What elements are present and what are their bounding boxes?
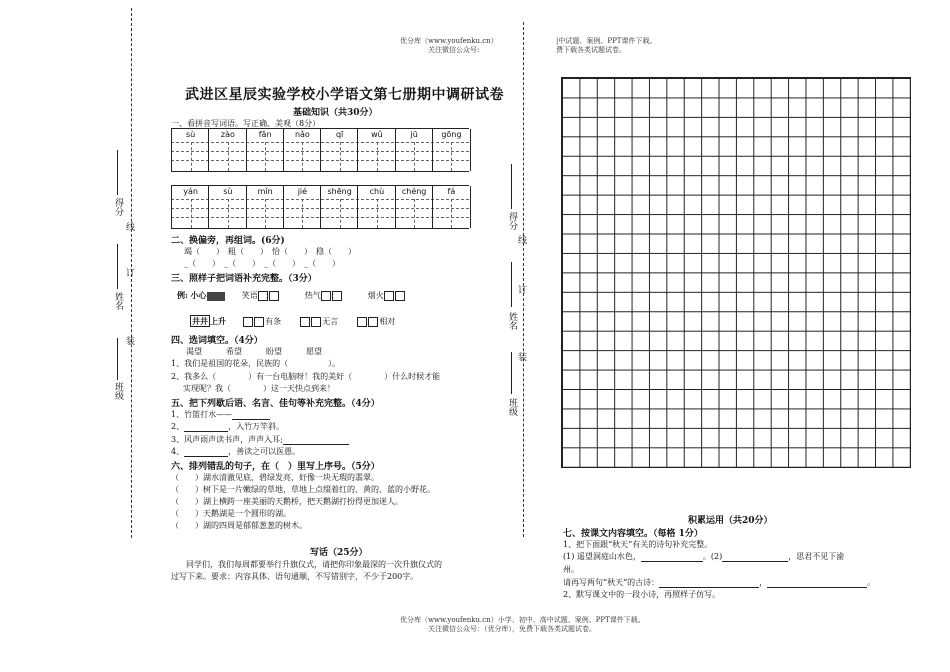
q3-example2-a: 井井 bbox=[192, 316, 208, 326]
q7-item-2: 2、默写课文中的一段小诗，再照样子仿写。 bbox=[563, 590, 721, 599]
line-mark: 线 bbox=[124, 222, 134, 231]
pinyin-cell-divider bbox=[377, 199, 378, 228]
pinyin-cell[interactable] bbox=[395, 186, 433, 228]
pinyin-cell-divider bbox=[302, 142, 303, 171]
q3-item4: 有条 bbox=[265, 317, 282, 326]
page-title: 武进区星辰实验学校小学语文第七册期中调研试卷 bbox=[185, 87, 504, 103]
q3-example2-b: 上升 bbox=[210, 316, 226, 326]
answer-box[interactable] bbox=[311, 317, 321, 327]
pinyin-cell[interactable] bbox=[246, 186, 284, 228]
q3-item1: 笑语 bbox=[241, 291, 258, 300]
class-label: 班级 bbox=[113, 382, 123, 400]
q7-extra-prompt: 请再写两句“秋天”的古诗： bbox=[563, 578, 660, 587]
header-right-1: |中试题、案例、PPT课件下载。 bbox=[556, 37, 657, 45]
pinyin-text: zào bbox=[220, 130, 235, 139]
q5-line-3 bbox=[171, 434, 349, 445]
pinyin-text: sù bbox=[186, 130, 196, 139]
answer-box[interactable] bbox=[254, 317, 264, 327]
q3-heading: 三、照样子把词语补充完整。（3分） bbox=[171, 274, 317, 284]
answer-box[interactable] bbox=[368, 317, 378, 327]
q5-text-1: 1、竹篮打水—— bbox=[171, 410, 233, 419]
q7-item-1-cont: 州。 bbox=[563, 565, 579, 574]
class-underline-right bbox=[511, 352, 512, 394]
q5-text-4: ，善读之可以医愚。 bbox=[228, 447, 301, 456]
filled-box bbox=[207, 292, 216, 301]
q6-sentence-2: （ ）树下是一片嫩绿的草地，草地上点缀着红的、黄的、蓝的小野花。 bbox=[171, 485, 435, 494]
pinyin-text: chù bbox=[369, 187, 385, 196]
pinyin-cell[interactable] bbox=[432, 129, 471, 171]
pinyin-text: qī bbox=[335, 130, 344, 139]
score-underline-right bbox=[511, 164, 512, 209]
class-label-right: 班级 bbox=[507, 398, 517, 416]
pinyin-text: jū bbox=[410, 130, 418, 139]
pinyin-text: yán bbox=[183, 187, 198, 196]
class-underline bbox=[117, 338, 118, 380]
footer-line-1: 优分库（www.youfenku.cn）小学、初中、高中试题、案例、PPT课件下载。 bbox=[400, 616, 645, 624]
q4-sentence-2: 2、我多么（ ）有一台电脑呀！我的美好（ ）什么时候才能 bbox=[171, 372, 441, 381]
q4-sentence-2b: 实现呢？我（ ）这一天快点到来！ bbox=[183, 384, 335, 393]
q3-row1 bbox=[177, 290, 467, 301]
q7-poem-c: ，思君不见下渝 bbox=[788, 552, 845, 561]
answer-blank[interactable] bbox=[184, 456, 228, 457]
pinyin-cell-divider bbox=[302, 199, 303, 228]
pinyin-cell-divider bbox=[191, 142, 192, 171]
q5-line-1 bbox=[171, 409, 270, 420]
answer-blank[interactable] bbox=[767, 587, 867, 588]
name-label: 姓名 bbox=[113, 292, 123, 310]
q3-item5: 无言 bbox=[322, 317, 339, 326]
q6-sentence-4: （ ）天鹅湖是一个圆形的湖。 bbox=[171, 509, 291, 518]
pinyin-text: mǐn bbox=[257, 187, 273, 196]
pinyin-cell-divider bbox=[228, 199, 229, 228]
pinyin-cell-divider bbox=[340, 199, 341, 228]
pinyin-cell-divider bbox=[414, 142, 415, 171]
writing-prompt-1: 同学们，我们每周都要举行升旗仪式，请把你印象最深的一次升旗仪式的 bbox=[186, 560, 442, 569]
zhuang-mark: 装 bbox=[124, 336, 134, 345]
q3-row2 bbox=[190, 316, 470, 327]
q5-heading: 五、把下列歇后语、名言、佳句等补充完整。（4分） bbox=[171, 399, 380, 409]
composition-grid[interactable] bbox=[561, 77, 911, 468]
answer-box[interactable] bbox=[321, 291, 331, 301]
q5-line-2 bbox=[171, 421, 284, 432]
pinyin-cell[interactable] bbox=[246, 129, 284, 171]
pinyin-text: nǎo bbox=[294, 130, 310, 139]
q4-sentence-1: 1、我们是祖国的花朵，民族的（ ）。 bbox=[171, 359, 341, 368]
q4-word-bank: 渴望 希望 盼望 愿望 bbox=[186, 347, 322, 356]
q7-heading: 七、按课文内容填空。（每格 1分） bbox=[563, 529, 703, 539]
answer-box[interactable] bbox=[269, 291, 279, 301]
pinyin-cell[interactable] bbox=[357, 129, 395, 171]
q3-item3: 烟火 bbox=[367, 291, 384, 300]
pinyin-text: jié bbox=[297, 187, 308, 196]
filled-box bbox=[216, 292, 225, 301]
answer-blank[interactable] bbox=[283, 444, 349, 445]
q2-row1: 竭（ ） 粗（ ） 恰（ ） 稳（ ） bbox=[184, 247, 356, 256]
q5-text-2: ，入竹万竿斜。 bbox=[228, 422, 285, 431]
header-wechat: 关注微信公众号: bbox=[428, 46, 480, 54]
pinyin-text: wǔ bbox=[371, 130, 383, 139]
pinyin-cell-divider bbox=[414, 199, 415, 228]
answer-blank[interactable] bbox=[659, 587, 759, 588]
pinyin-text: fá bbox=[447, 187, 456, 196]
pinyin-cell-divider bbox=[451, 142, 452, 171]
pinyin-text: sù bbox=[223, 187, 233, 196]
q5-number-2: 2、 bbox=[171, 422, 185, 431]
pinyin-cell[interactable] bbox=[283, 129, 321, 171]
section-basic: 基础知识（共30分） bbox=[293, 108, 378, 118]
pinyin-cell-divider bbox=[228, 142, 229, 171]
pinyin-cell-divider bbox=[265, 142, 266, 171]
footer-line-2: 关注微信公众号：（优分库），免费下载各类试题试卷。 bbox=[428, 625, 596, 633]
pinyin-cell[interactable] bbox=[320, 186, 358, 228]
q2-row2: _（ ） _（ ） _（ ） _（ ） bbox=[184, 259, 340, 268]
pinyin-cell-divider bbox=[340, 142, 341, 171]
name-underline bbox=[117, 244, 118, 289]
q5-line-4 bbox=[171, 446, 300, 457]
q7-item-1-poem bbox=[563, 551, 913, 562]
q6-sentence-1: （ ）湖水清澈见底，碧绿发亮，好像一块无瑕的翡翠。 bbox=[171, 473, 379, 482]
answer-blank[interactable] bbox=[722, 561, 788, 562]
pinyin-cell[interactable] bbox=[208, 129, 246, 171]
answer-box[interactable] bbox=[258, 291, 268, 301]
zhuang-mark-right: 装 bbox=[516, 352, 526, 361]
pinyin-cell-divider bbox=[451, 199, 452, 228]
binding-line-right bbox=[523, 22, 524, 537]
score-label-right: 得分 bbox=[507, 212, 517, 230]
line-mark-right: 线 bbox=[516, 235, 526, 244]
section-usage: 积累运用（共20分） bbox=[688, 516, 773, 526]
q2-heading: 二、换偏旁，再组词。(6分) bbox=[171, 236, 285, 246]
q7-item-1: 1、把下面跟“秋天”有关的诗句补充完整。 bbox=[563, 540, 713, 549]
pinyin-cell[interactable] bbox=[357, 186, 395, 228]
q6-sentence-3: （ ）湖上横跨一座美丽的天鹅桥，把天鹅湖打扮得更加迷人。 bbox=[171, 497, 403, 506]
pinyin-cell[interactable] bbox=[171, 186, 209, 228]
section-writing: 写话（25分） bbox=[310, 548, 368, 558]
q4-heading: 四、选词填空。（4分） bbox=[171, 336, 263, 346]
answer-box[interactable] bbox=[243, 317, 253, 327]
pinyin-cell[interactable] bbox=[320, 129, 358, 171]
pinyin-text: gōng bbox=[441, 130, 462, 139]
answer-blank[interactable] bbox=[232, 419, 270, 420]
score-underline bbox=[117, 150, 118, 195]
pinyin-table-2 bbox=[171, 185, 469, 229]
answer-blank[interactable] bbox=[641, 561, 703, 562]
pinyin-text: fān bbox=[258, 130, 272, 139]
q3-example-label: 例: bbox=[177, 290, 188, 300]
answer-box[interactable] bbox=[332, 291, 342, 301]
name-label-right: 姓名 bbox=[507, 312, 517, 330]
q7-poem-a: (1) 遥望洞庭山水色， bbox=[563, 552, 641, 561]
pinyin-cell[interactable] bbox=[432, 186, 471, 228]
answer-box[interactable] bbox=[384, 291, 394, 301]
q5-text-3: 3、风声雨声读书声，声声入耳; bbox=[171, 435, 283, 444]
header-site: 优分库（www.youfenku.cn） bbox=[400, 37, 498, 45]
ding-mark-right: 订 bbox=[516, 285, 526, 294]
answer-box[interactable] bbox=[357, 317, 367, 327]
answer-box[interactable] bbox=[300, 317, 310, 327]
pinyin-cell[interactable] bbox=[171, 129, 209, 171]
q6-sentence-5: （ ）湖的四周是郁郁葱葱的树木。 bbox=[171, 521, 307, 530]
q7-poem-b: 。(2) bbox=[702, 552, 723, 561]
pinyin-text: chéng bbox=[401, 187, 427, 196]
answer-blank[interactable] bbox=[184, 431, 228, 432]
ding-mark: 订 bbox=[124, 268, 134, 277]
pinyin-cell-divider bbox=[191, 199, 192, 228]
pinyin-table-1 bbox=[171, 128, 469, 172]
pinyin-cell-divider bbox=[265, 199, 266, 228]
pinyin-cell[interactable] bbox=[395, 129, 433, 171]
q3-item6: 相对 bbox=[379, 317, 396, 326]
writing-prompt-2: 过写下来。要求：内容具体、语句通顺，不写错别字，不少于200字。 bbox=[171, 572, 419, 581]
score-label: 得分 bbox=[113, 198, 123, 216]
q1-heading: 一、看拼音写词语。写正确、美观（8分） bbox=[171, 119, 321, 128]
pinyin-text: shēng bbox=[327, 187, 352, 196]
pinyin-cell[interactable] bbox=[283, 186, 321, 228]
q6-heading: 六、排列错乱的句子，在（ ）里写上序号。（5分） bbox=[171, 462, 380, 472]
pinyin-cell[interactable] bbox=[208, 186, 246, 228]
q3-item2: 热气 bbox=[304, 291, 321, 300]
pinyin-cell-divider bbox=[377, 142, 378, 171]
q7-item-1-extra: 请再写两句“秋天”的古诗： ， 。 bbox=[563, 578, 876, 587]
q3-example-word: 小心 bbox=[190, 290, 207, 300]
name-underline-right bbox=[511, 262, 512, 307]
q5-number-4: 4、 bbox=[171, 447, 185, 456]
header-right-2: 费下载各类试题试卷。 bbox=[556, 46, 626, 54]
answer-box[interactable] bbox=[395, 291, 405, 301]
